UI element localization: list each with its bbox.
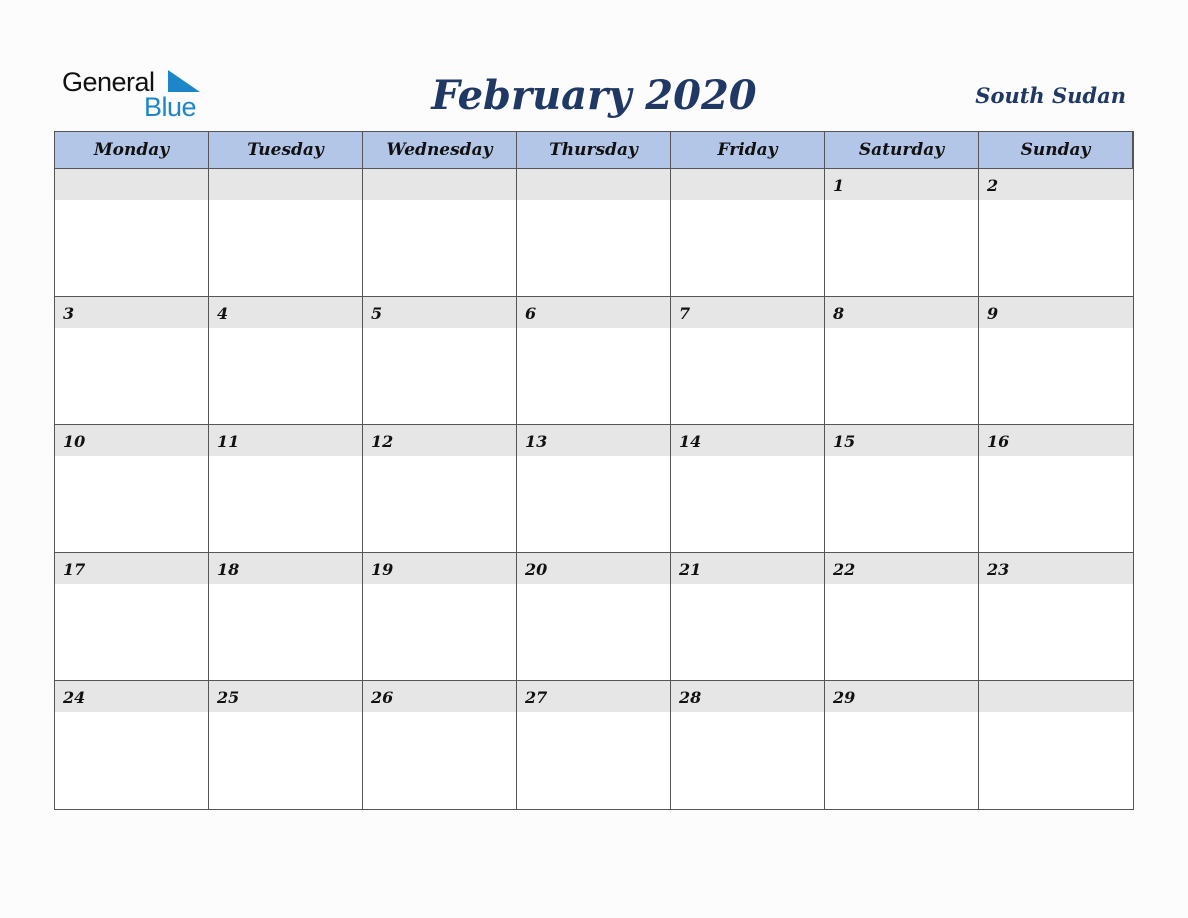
weekday-header: Thursday (517, 132, 671, 169)
day-cell[interactable] (209, 169, 363, 297)
day-cell[interactable] (517, 681, 671, 809)
day-cell[interactable] (517, 425, 671, 553)
day-cell[interactable] (363, 169, 517, 297)
day-number: 14 (671, 425, 824, 456)
day-number: 28 (671, 681, 824, 712)
day-cell[interactable] (209, 553, 363, 681)
day-number: 27 (517, 681, 670, 712)
day-number (671, 169, 824, 200)
day-number: 20 (517, 553, 670, 584)
day-cell[interactable] (979, 681, 1133, 809)
day-number: 24 (55, 681, 208, 712)
logo-blue-text: Blue (144, 92, 197, 122)
country-label: South Sudan (975, 83, 1126, 108)
day-number: 21 (671, 553, 824, 584)
calendar-title: February 2020 (431, 72, 757, 119)
day-number: 29 (825, 681, 978, 712)
day-number: 3 (55, 297, 208, 328)
day-cell[interactable] (825, 169, 979, 297)
day-cell[interactable] (363, 681, 517, 809)
day-number (363, 169, 516, 200)
day-cell[interactable] (209, 425, 363, 553)
day-cell[interactable] (671, 553, 825, 681)
day-number: 13 (517, 425, 670, 456)
day-number: 25 (209, 681, 362, 712)
day-number: 19 (363, 553, 516, 584)
day-cell[interactable] (825, 681, 979, 809)
day-cell[interactable] (209, 297, 363, 425)
day-cell[interactable] (363, 297, 517, 425)
day-number: 4 (209, 297, 362, 328)
weekday-header: Monday (55, 132, 209, 169)
day-number (209, 169, 362, 200)
day-number: 2 (979, 169, 1133, 200)
day-number: 5 (363, 297, 516, 328)
weekday-header: Sunday (979, 132, 1133, 169)
day-cell[interactable] (825, 553, 979, 681)
day-cell[interactable] (671, 297, 825, 425)
day-cell[interactable] (55, 297, 209, 425)
day-number: 12 (363, 425, 516, 456)
day-number: 7 (671, 297, 824, 328)
day-number: 18 (209, 553, 362, 584)
day-number: 26 (363, 681, 516, 712)
day-cell[interactable] (825, 425, 979, 553)
day-number: 23 (979, 553, 1133, 584)
day-number: 22 (825, 553, 978, 584)
weekday-header: Friday (671, 132, 825, 169)
day-cell[interactable] (671, 681, 825, 809)
calendar-grid (54, 131, 1134, 810)
day-cell[interactable] (55, 681, 209, 809)
day-cell[interactable] (825, 297, 979, 425)
day-cell[interactable] (517, 553, 671, 681)
day-cell[interactable] (979, 169, 1133, 297)
day-cell[interactable] (517, 297, 671, 425)
weekday-header: Saturday (825, 132, 979, 169)
weekday-header: Wednesday (363, 132, 517, 169)
day-number: 17 (55, 553, 208, 584)
logo-general-text: General (62, 67, 155, 97)
day-cell[interactable] (517, 169, 671, 297)
day-number: 9 (979, 297, 1133, 328)
day-number: 15 (825, 425, 978, 456)
day-cell[interactable] (55, 553, 209, 681)
day-cell[interactable] (209, 681, 363, 809)
day-cell[interactable] (979, 297, 1133, 425)
day-cell[interactable] (671, 425, 825, 553)
day-cell[interactable] (363, 425, 517, 553)
day-cell[interactable] (671, 169, 825, 297)
day-number: 1 (825, 169, 978, 200)
day-cell[interactable] (55, 169, 209, 297)
day-cell[interactable] (55, 425, 209, 553)
day-cell[interactable] (979, 425, 1133, 553)
day-number: 11 (209, 425, 362, 456)
day-cell[interactable] (363, 553, 517, 681)
day-number (55, 169, 208, 200)
day-number (979, 681, 1133, 712)
day-cell[interactable] (979, 553, 1133, 681)
day-number: 8 (825, 297, 978, 328)
day-number: 10 (55, 425, 208, 456)
day-number: 16 (979, 425, 1133, 456)
weekday-header: Tuesday (209, 132, 363, 169)
day-number: 6 (517, 297, 670, 328)
day-number (517, 169, 670, 200)
